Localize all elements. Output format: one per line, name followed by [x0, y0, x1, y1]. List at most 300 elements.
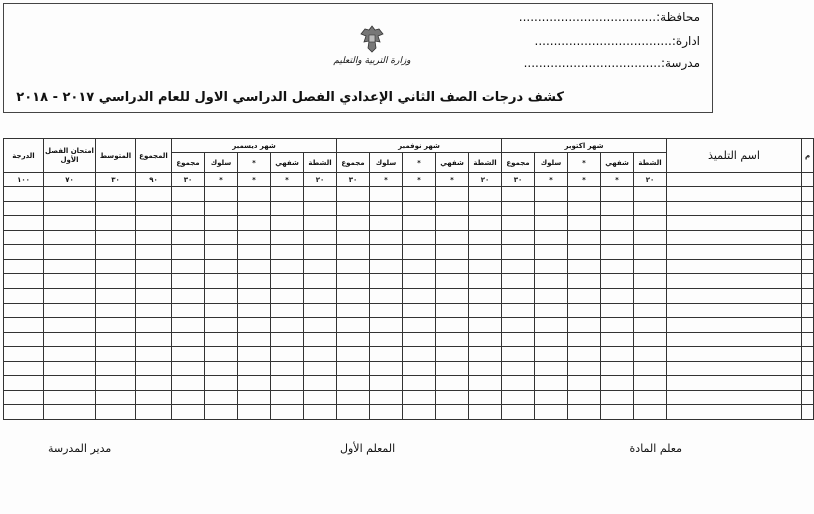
- table-cell[interactable]: [136, 259, 172, 274]
- table-cell[interactable]: [601, 347, 634, 362]
- table-cell[interactable]: [601, 361, 634, 376]
- table-cell[interactable]: [136, 318, 172, 333]
- table-cell[interactable]: [469, 245, 502, 260]
- table-cell[interactable]: [634, 216, 667, 231]
- table-cell[interactable]: [502, 405, 535, 420]
- table-cell[interactable]: [238, 318, 271, 333]
- table-cell[interactable]: [44, 376, 96, 391]
- table-cell[interactable]: [370, 288, 403, 303]
- table-cell[interactable]: [403, 361, 436, 376]
- table-cell[interactable]: [337, 332, 370, 347]
- table-cell[interactable]: [535, 405, 568, 420]
- table-cell[interactable]: [337, 245, 370, 260]
- table-cell[interactable]: [96, 318, 136, 333]
- table-cell[interactable]: [601, 288, 634, 303]
- table-cell[interactable]: [271, 347, 304, 362]
- table-cell[interactable]: [271, 332, 304, 347]
- table-cell[interactable]: [238, 332, 271, 347]
- table-cell[interactable]: [802, 216, 814, 231]
- table-cell[interactable]: [568, 318, 601, 333]
- table-cell[interactable]: [568, 187, 601, 202]
- table-cell[interactable]: [370, 405, 403, 420]
- table-cell[interactable]: [172, 376, 205, 391]
- table-cell[interactable]: [436, 187, 469, 202]
- table-cell[interactable]: [205, 245, 238, 260]
- table-cell[interactable]: [502, 376, 535, 391]
- table-cell[interactable]: [44, 390, 96, 405]
- table-cell[interactable]: [535, 274, 568, 289]
- table-cell[interactable]: [634, 187, 667, 202]
- table-cell[interactable]: [96, 361, 136, 376]
- table-cell[interactable]: [403, 274, 436, 289]
- table-cell[interactable]: [238, 361, 271, 376]
- table-cell[interactable]: [205, 332, 238, 347]
- table-cell[interactable]: [601, 303, 634, 318]
- table-cell[interactable]: [568, 303, 601, 318]
- table-cell[interactable]: [172, 405, 205, 420]
- table-cell[interactable]: [271, 201, 304, 216]
- table-cell[interactable]: [304, 303, 337, 318]
- table-cell[interactable]: [271, 361, 304, 376]
- table-cell[interactable]: [535, 216, 568, 231]
- table-cell[interactable]: [172, 332, 205, 347]
- table-cell[interactable]: [304, 259, 337, 274]
- table-cell[interactable]: [172, 274, 205, 289]
- table-cell[interactable]: [370, 361, 403, 376]
- table-cell[interactable]: [304, 288, 337, 303]
- table-cell[interactable]: [634, 361, 667, 376]
- table-cell[interactable]: [370, 230, 403, 245]
- table-cell[interactable]: [44, 259, 96, 274]
- table-cell[interactable]: [370, 376, 403, 391]
- table-cell[interactable]: [172, 390, 205, 405]
- table-cell[interactable]: [436, 332, 469, 347]
- table-cell[interactable]: [436, 274, 469, 289]
- table-cell[interactable]: [44, 361, 96, 376]
- table-cell[interactable]: [172, 259, 205, 274]
- table-cell[interactable]: [667, 318, 802, 333]
- table-cell[interactable]: [535, 245, 568, 260]
- table-cell[interactable]: [96, 376, 136, 391]
- table-cell[interactable]: [469, 405, 502, 420]
- table-cell[interactable]: [238, 303, 271, 318]
- table-cell[interactable]: [502, 230, 535, 245]
- table-cell[interactable]: [304, 187, 337, 202]
- table-cell[interactable]: [337, 216, 370, 231]
- table-cell[interactable]: [96, 288, 136, 303]
- table-cell[interactable]: [205, 361, 238, 376]
- table-cell[interactable]: [469, 201, 502, 216]
- table-cell[interactable]: [136, 303, 172, 318]
- table-cell[interactable]: [44, 347, 96, 362]
- table-cell[interactable]: [172, 361, 205, 376]
- table-cell[interactable]: [469, 259, 502, 274]
- table-cell[interactable]: [271, 288, 304, 303]
- table-cell[interactable]: [238, 230, 271, 245]
- table-cell[interactable]: [4, 405, 44, 420]
- table-cell[interactable]: [802, 288, 814, 303]
- table-cell[interactable]: [44, 230, 96, 245]
- table-cell[interactable]: [535, 230, 568, 245]
- table-cell[interactable]: [601, 201, 634, 216]
- table-cell[interactable]: [535, 318, 568, 333]
- table-cell[interactable]: [802, 303, 814, 318]
- table-cell[interactable]: [802, 347, 814, 362]
- table-cell[interactable]: [601, 187, 634, 202]
- table-cell[interactable]: [337, 303, 370, 318]
- table-cell[interactable]: [337, 318, 370, 333]
- table-cell[interactable]: [96, 390, 136, 405]
- table-cell[interactable]: [601, 230, 634, 245]
- table-cell[interactable]: [436, 245, 469, 260]
- table-cell[interactable]: [172, 288, 205, 303]
- table-cell[interactable]: [634, 303, 667, 318]
- table-cell[interactable]: [403, 187, 436, 202]
- table-cell[interactable]: [271, 405, 304, 420]
- table-cell[interactable]: [304, 201, 337, 216]
- table-cell[interactable]: [370, 332, 403, 347]
- table-cell[interactable]: [304, 405, 337, 420]
- table-cell[interactable]: [535, 361, 568, 376]
- table-cell[interactable]: [96, 187, 136, 202]
- table-cell[interactable]: [136, 361, 172, 376]
- table-cell[interactable]: [535, 201, 568, 216]
- table-cell[interactable]: [568, 259, 601, 274]
- table-cell[interactable]: [667, 259, 802, 274]
- table-cell[interactable]: [44, 201, 96, 216]
- table-cell[interactable]: [436, 259, 469, 274]
- table-cell[interactable]: [469, 376, 502, 391]
- table-cell[interactable]: [469, 361, 502, 376]
- table-cell[interactable]: [667, 245, 802, 260]
- table-cell[interactable]: [304, 216, 337, 231]
- table-cell[interactable]: [802, 245, 814, 260]
- table-cell[interactable]: [4, 245, 44, 260]
- table-cell[interactable]: [172, 216, 205, 231]
- table-cell[interactable]: [502, 187, 535, 202]
- table-cell[interactable]: [802, 259, 814, 274]
- table-cell[interactable]: [4, 187, 44, 202]
- table-cell[interactable]: [502, 318, 535, 333]
- table-cell[interactable]: [271, 216, 304, 231]
- table-cell[interactable]: [502, 332, 535, 347]
- table-cell[interactable]: [238, 201, 271, 216]
- table-cell[interactable]: [4, 347, 44, 362]
- table-cell[interactable]: [436, 230, 469, 245]
- table-cell[interactable]: [535, 259, 568, 274]
- table-cell[interactable]: [337, 274, 370, 289]
- table-cell[interactable]: [568, 230, 601, 245]
- table-cell[interactable]: [667, 405, 802, 420]
- table-cell[interactable]: [304, 332, 337, 347]
- table-cell[interactable]: [44, 318, 96, 333]
- table-cell[interactable]: [271, 318, 304, 333]
- table-cell[interactable]: [96, 245, 136, 260]
- table-cell[interactable]: [469, 230, 502, 245]
- table-cell[interactable]: [370, 259, 403, 274]
- table-cell[interactable]: [667, 201, 802, 216]
- table-cell[interactable]: [96, 347, 136, 362]
- table-cell[interactable]: [4, 259, 44, 274]
- table-cell[interactable]: [44, 216, 96, 231]
- table-cell[interactable]: [502, 361, 535, 376]
- table-cell[interactable]: [634, 245, 667, 260]
- table-cell[interactable]: [403, 405, 436, 420]
- table-cell[interactable]: [601, 259, 634, 274]
- table-cell[interactable]: [4, 201, 44, 216]
- table-cell[interactable]: [44, 303, 96, 318]
- table-cell[interactable]: [667, 303, 802, 318]
- table-cell[interactable]: [469, 303, 502, 318]
- table-cell[interactable]: [469, 332, 502, 347]
- table-cell[interactable]: [304, 376, 337, 391]
- table-cell[interactable]: [667, 347, 802, 362]
- table-cell[interactable]: [370, 245, 403, 260]
- table-cell[interactable]: [802, 187, 814, 202]
- table-cell[interactable]: [136, 405, 172, 420]
- table-cell[interactable]: [136, 390, 172, 405]
- table-cell[interactable]: [238, 390, 271, 405]
- table-cell[interactable]: [502, 259, 535, 274]
- table-cell[interactable]: [205, 390, 238, 405]
- table-cell[interactable]: [172, 245, 205, 260]
- table-cell[interactable]: [44, 245, 96, 260]
- table-cell[interactable]: [271, 390, 304, 405]
- table-cell[interactable]: [271, 376, 304, 391]
- table-cell[interactable]: [802, 361, 814, 376]
- table-cell[interactable]: [469, 288, 502, 303]
- table-cell[interactable]: [370, 390, 403, 405]
- table-cell[interactable]: [205, 303, 238, 318]
- table-cell[interactable]: [136, 274, 172, 289]
- table-cell[interactable]: [469, 216, 502, 231]
- table-cell[interactable]: [4, 288, 44, 303]
- table-cell[interactable]: [370, 274, 403, 289]
- table-cell[interactable]: [568, 347, 601, 362]
- table-cell[interactable]: [535, 332, 568, 347]
- table-cell[interactable]: [205, 376, 238, 391]
- table-cell[interactable]: [667, 390, 802, 405]
- table-cell[interactable]: [136, 332, 172, 347]
- table-cell[interactable]: [403, 376, 436, 391]
- table-cell[interactable]: [802, 376, 814, 391]
- table-cell[interactable]: [667, 216, 802, 231]
- table-cell[interactable]: [436, 318, 469, 333]
- table-cell[interactable]: [667, 187, 802, 202]
- table-cell[interactable]: [667, 230, 802, 245]
- table-cell[interactable]: [403, 216, 436, 231]
- table-cell[interactable]: [4, 318, 44, 333]
- table-cell[interactable]: [403, 230, 436, 245]
- table-cell[interactable]: [205, 405, 238, 420]
- table-cell[interactable]: [304, 318, 337, 333]
- table-cell[interactable]: [96, 216, 136, 231]
- table-cell[interactable]: [136, 347, 172, 362]
- table-cell[interactable]: [667, 376, 802, 391]
- table-cell[interactable]: [238, 187, 271, 202]
- table-cell[interactable]: [96, 201, 136, 216]
- table-cell[interactable]: [634, 259, 667, 274]
- table-cell[interactable]: [667, 288, 802, 303]
- table-cell[interactable]: [172, 187, 205, 202]
- table-cell[interactable]: [205, 318, 238, 333]
- table-cell[interactable]: [802, 201, 814, 216]
- table-cell[interactable]: [502, 216, 535, 231]
- table-cell[interactable]: [4, 390, 44, 405]
- table-cell[interactable]: [634, 201, 667, 216]
- table-cell[interactable]: [271, 187, 304, 202]
- table-cell[interactable]: [44, 332, 96, 347]
- table-cell[interactable]: [172, 201, 205, 216]
- table-cell[interactable]: [238, 405, 271, 420]
- table-cell[interactable]: [436, 201, 469, 216]
- table-cell[interactable]: [4, 230, 44, 245]
- table-cell[interactable]: [568, 405, 601, 420]
- table-cell[interactable]: [568, 332, 601, 347]
- table-cell[interactable]: [136, 288, 172, 303]
- table-cell[interactable]: [469, 390, 502, 405]
- table-cell[interactable]: [601, 332, 634, 347]
- table-cell[interactable]: [136, 201, 172, 216]
- table-cell[interactable]: [271, 274, 304, 289]
- table-cell[interactable]: [601, 245, 634, 260]
- table-cell[interactable]: [634, 332, 667, 347]
- table-cell[interactable]: [4, 216, 44, 231]
- table-cell[interactable]: [172, 303, 205, 318]
- table-cell[interactable]: [337, 347, 370, 362]
- table-cell[interactable]: [535, 187, 568, 202]
- table-cell[interactable]: [370, 303, 403, 318]
- table-cell[interactable]: [136, 230, 172, 245]
- table-cell[interactable]: [568, 245, 601, 260]
- table-cell[interactable]: [4, 274, 44, 289]
- table-cell[interactable]: [502, 245, 535, 260]
- table-cell[interactable]: [337, 259, 370, 274]
- table-cell[interactable]: [271, 259, 304, 274]
- table-cell[interactable]: [205, 201, 238, 216]
- table-cell[interactable]: [271, 303, 304, 318]
- table-cell[interactable]: [238, 274, 271, 289]
- table-cell[interactable]: [535, 303, 568, 318]
- table-cell[interactable]: [634, 274, 667, 289]
- table-cell[interactable]: [634, 230, 667, 245]
- table-cell[interactable]: [304, 361, 337, 376]
- table-cell[interactable]: [96, 405, 136, 420]
- table-cell[interactable]: [205, 259, 238, 274]
- table-cell[interactable]: [436, 216, 469, 231]
- table-cell[interactable]: [136, 216, 172, 231]
- table-cell[interactable]: [634, 390, 667, 405]
- table-cell[interactable]: [205, 216, 238, 231]
- table-cell[interactable]: [403, 347, 436, 362]
- table-cell[interactable]: [44, 288, 96, 303]
- table-cell[interactable]: [205, 274, 238, 289]
- table-cell[interactable]: [469, 187, 502, 202]
- table-cell[interactable]: [568, 361, 601, 376]
- table-cell[interactable]: [337, 288, 370, 303]
- table-cell[interactable]: [403, 318, 436, 333]
- table-cell[interactable]: [403, 259, 436, 274]
- table-cell[interactable]: [403, 245, 436, 260]
- table-cell[interactable]: [502, 288, 535, 303]
- table-cell[interactable]: [436, 361, 469, 376]
- table-cell[interactable]: [634, 405, 667, 420]
- table-cell[interactable]: [469, 347, 502, 362]
- table-cell[interactable]: [634, 318, 667, 333]
- table-cell[interactable]: [568, 390, 601, 405]
- table-cell[interactable]: [304, 274, 337, 289]
- table-cell[interactable]: [667, 274, 802, 289]
- table-cell[interactable]: [436, 347, 469, 362]
- table-cell[interactable]: [337, 405, 370, 420]
- table-cell[interactable]: [304, 230, 337, 245]
- table-cell[interactable]: [4, 332, 44, 347]
- table-cell[interactable]: [403, 303, 436, 318]
- table-cell[interactable]: [96, 332, 136, 347]
- table-cell[interactable]: [271, 245, 304, 260]
- table-cell[interactable]: [436, 376, 469, 391]
- table-cell[interactable]: [535, 376, 568, 391]
- table-cell[interactable]: [568, 201, 601, 216]
- table-cell[interactable]: [601, 376, 634, 391]
- table-cell[interactable]: [403, 332, 436, 347]
- table-cell[interactable]: [469, 274, 502, 289]
- table-cell[interactable]: [370, 216, 403, 231]
- table-cell[interactable]: [96, 303, 136, 318]
- table-cell[interactable]: [469, 318, 502, 333]
- table-cell[interactable]: [568, 376, 601, 391]
- table-cell[interactable]: [136, 187, 172, 202]
- table-cell[interactable]: [436, 405, 469, 420]
- table-cell[interactable]: [205, 230, 238, 245]
- table-cell[interactable]: [403, 201, 436, 216]
- table-cell[interactable]: [337, 376, 370, 391]
- table-cell[interactable]: [4, 361, 44, 376]
- table-cell[interactable]: [535, 288, 568, 303]
- table-cell[interactable]: [502, 274, 535, 289]
- table-cell[interactable]: [238, 259, 271, 274]
- table-cell[interactable]: [370, 187, 403, 202]
- table-cell[interactable]: [172, 347, 205, 362]
- table-cell[interactable]: [634, 288, 667, 303]
- table-cell[interactable]: [403, 288, 436, 303]
- table-cell[interactable]: [802, 230, 814, 245]
- table-cell[interactable]: [436, 303, 469, 318]
- table-cell[interactable]: [304, 245, 337, 260]
- table-cell[interactable]: [337, 361, 370, 376]
- table-cell[interactable]: [370, 318, 403, 333]
- table-cell[interactable]: [568, 288, 601, 303]
- table-cell[interactable]: [634, 347, 667, 362]
- table-cell[interactable]: [44, 405, 96, 420]
- table-cell[interactable]: [44, 274, 96, 289]
- table-cell[interactable]: [436, 288, 469, 303]
- table-cell[interactable]: [205, 288, 238, 303]
- table-cell[interactable]: [403, 390, 436, 405]
- table-cell[interactable]: [601, 318, 634, 333]
- table-cell[interactable]: [502, 390, 535, 405]
- table-cell[interactable]: [304, 347, 337, 362]
- table-cell[interactable]: [667, 332, 802, 347]
- table-cell[interactable]: [601, 274, 634, 289]
- table-cell[interactable]: [601, 390, 634, 405]
- table-cell[interactable]: [337, 390, 370, 405]
- table-cell[interactable]: [96, 230, 136, 245]
- table-cell[interactable]: [172, 230, 205, 245]
- table-cell[interactable]: [136, 376, 172, 391]
- table-cell[interactable]: [205, 347, 238, 362]
- table-cell[interactable]: [238, 347, 271, 362]
